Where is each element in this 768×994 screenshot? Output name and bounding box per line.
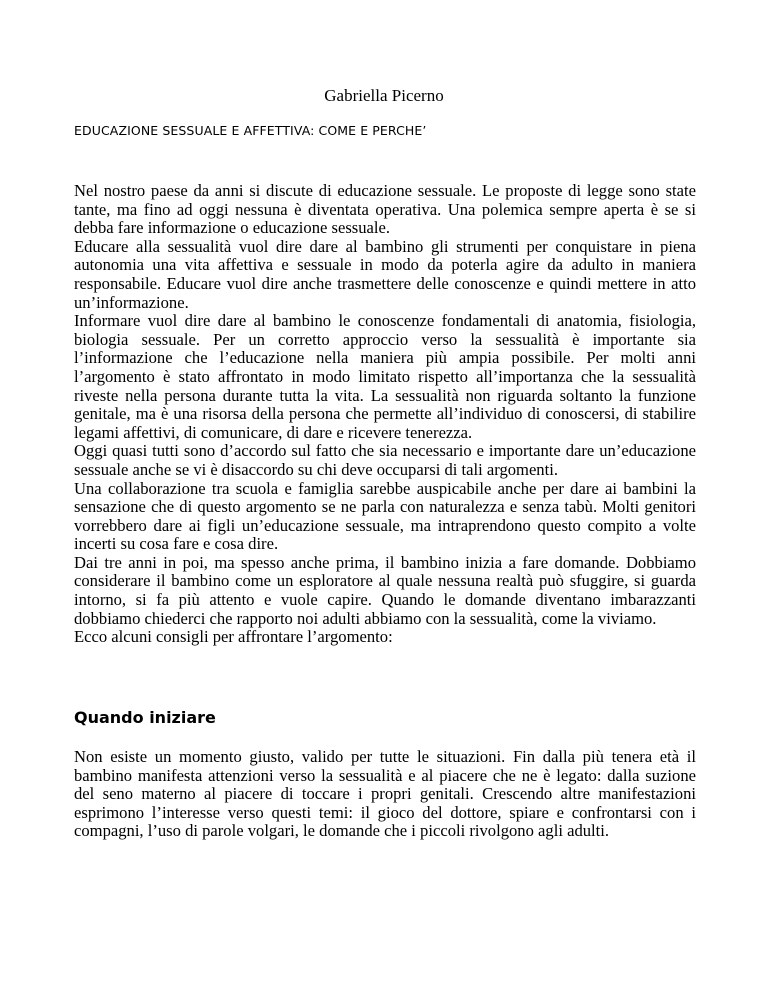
paragraph: Dai tre anni in poi, ma spesso anche prima, il bambino inizia a fare domande. Dobbiamo considerare il bambino come un esploratore al quale nessuna realtà può sfuggire, si guarda intorno, si fa più attento e vuole capire. Quando le domande diventano imbarazzanti dobbiamo chiederci che rapporto noi adulti abbiamo con la sessualità, come la viviamo.: [74, 552, 696, 628]
paragraph: Oggi quasi tutti sono d’accordo sul fatto che sia necessario e importante dare un’educazione sessuale anche se vi è disaccordo su chi deve occuparsi di tali argomenti.: [74, 441, 696, 479]
section-body: [74, 748, 696, 841]
paragraph: Ecco alcuni consigli per affrontare l’argomento:: [74, 627, 393, 647]
paragraph: Educare alla sessualità vuol dire dare al bambino gli strumenti per conquistare in piena autonomia una vita affettiva e sessuale in modo da poterla agire da adulto in maniera responsabile. Educare vuol dire anche trasmettere delle conoscenze e quindi mettere in atto un’informazione.: [74, 236, 696, 312]
section-heading: Quando iniziare: [74, 708, 216, 727]
paragraph: Informare vuol dire dare al bambino le conoscenze fondamentali di anatomia, fisiologia, biologia sessuale. Per un corretto approccio verso la sessualità è importante sia l’informazione che l’educazione nella maniera più ampia possibile. Per molti anni l’argomento è stato affrontato in modo limitato rispetto all’importanza che la sessualità riveste nella persona durante tutta la vita. La sessualità non riguarda soltanto la funzione genitale, ma è una risorsa della persona che permette all’individuo di conoscersi, di stabilire legami affettivi, di comunicare, di dare e ricevere tenerezza.: [74, 311, 696, 442]
paragraph: Nel nostro paese da anni si discute di educazione sessuale. Le proposte di legge sono state tante, ma fino ad oggi nessuna è diventata operativa. Una polemica sempre aperta è se si debba fare informazione o educazione sessuale.: [74, 181, 696, 238]
author-name: Gabriella Picerno: [324, 86, 444, 105]
document-title: EDUCAZIONE SESSUALE E AFFETTIVA: COME E PERCHE’: [74, 123, 427, 138]
paragraph: Non esiste un momento giusto, valido per tutte le situazioni. Fin dalla più tenera età il bambino manifesta attenzioni verso la sessualità e al piacere che ne è legato: dalla suzione del seno materno al piacere di toccare i propri genitali. Crescendo altre manifestazioni esprimono l’interesse verso questi temi: il gioco del dottore, spiare e confrontarsi con i compagni, l’uso di parole volgari, le domande che i piccoli rivolgono agli adulti.: [74, 747, 696, 841]
paragraph: Una collaborazione tra scuola e famiglia sarebbe auspicabile anche per dare ai bambini la sensazione che di questo argomento se ne parla con naturalezza e senza tabù. Molti genitori vorrebbero dare ai figli un’educazione sessuale, ma intraprendono questo compito a volte incerti su cosa fare e cosa dire.: [74, 478, 696, 554]
intro-section: [74, 182, 696, 647]
